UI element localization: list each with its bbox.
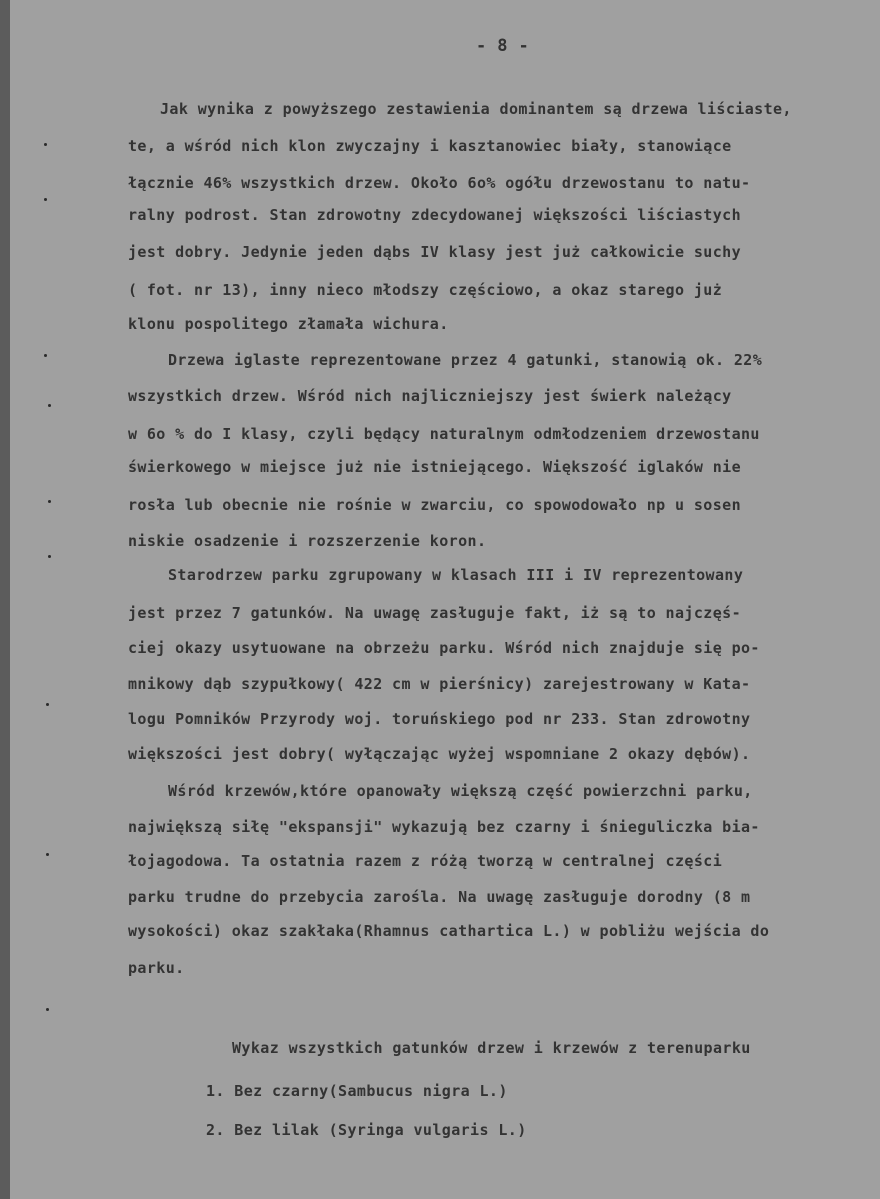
text-line: największą siłę "ekspansji" wykazują bez czarny i śnieguliczka bia- <box>128 818 760 836</box>
text-line: ralny podrost. Stan zdrowotny zdecydowanej większości liściastych <box>128 206 741 224</box>
scan-speck <box>46 853 49 856</box>
list-heading: Wykaz wszystkich gatunków drzew i krzewów z terenuparku <box>232 1039 751 1057</box>
text-line: mnikowy dąb szypułkowy( 422 cm w pierśnicy) zarejestrowany w Kata- <box>128 675 751 693</box>
text-line: parku trudne do przebycia zarośla. Na uwagę zasługuje dorodny (8 m <box>128 888 751 906</box>
text-line: świerkowego w miejsce już nie istniejącego. Większość iglaków nie <box>128 458 741 476</box>
scan-speck <box>44 198 47 201</box>
list-item: 2. Bez lilak (Syringa vulgaris L.) <box>206 1121 527 1139</box>
text-line: łojagodowa. Ta ostatnia razem z różą tworzą w centralnej części <box>128 852 723 870</box>
text-line: wysokości) okaz szakłaka(Rhamnus cathartica L.) w pobliżu wejścia do <box>128 922 770 940</box>
text-line: Jak wynika z powyższego zestawienia dominantem są drzewa liściaste, <box>160 100 792 118</box>
scan-speck <box>48 555 51 558</box>
scan-speck <box>48 500 51 503</box>
page-number: - 8 - <box>476 36 530 56</box>
text-line: klonu pospolitego złamała wichura. <box>128 315 449 333</box>
text-line: Wśród krzewów,które opanowały większą część powierzchni parku, <box>168 782 753 800</box>
text-line: parku. <box>128 959 185 977</box>
text-line: ( fot. nr 13), inny nieco młodszy częściowo, a okaz starego już <box>128 281 723 299</box>
text-line: logu Pomników Przyrody woj. toruńskiego pod nr 233. Stan zdrowotny <box>128 710 751 728</box>
text-line: rosła lub obecnie nie rośnie w zwarciu, co spowodowało np u sosen <box>128 496 741 514</box>
text-line: większości jest dobry( wyłączając wyżej wspomniane 2 okazy dębów). <box>128 745 751 763</box>
scan-speck <box>48 404 51 407</box>
text-line: wszystkich drzew. Wśród nich najliczniejszy jest świerk należący <box>128 387 732 405</box>
text-line: jest przez 7 gatunków. Na uwagę zasługuje fakt, iż są to najczęś- <box>128 604 741 622</box>
list-item: 1. Bez czarny(Sambucus nigra L.) <box>206 1082 508 1100</box>
scan-speck <box>46 703 49 706</box>
text-line: Starodrzew parku zgrupowany w klasach III i IV reprezentowany <box>168 566 744 584</box>
scan-speck <box>46 1008 49 1011</box>
scan-speck <box>44 354 47 357</box>
text-line: w 6o % do I klasy, czyli będący naturalnym odmłodzeniem drzewostanu <box>128 425 760 443</box>
text-line: łącznie 46% wszystkich drzew. Około 6o% ogółu drzewostanu to natu- <box>128 174 751 192</box>
text-line: te, a wśród nich klon zwyczajny i kasztanowiec biały, stanowiące <box>128 137 732 155</box>
text-line: Drzewa iglaste reprezentowane przez 4 gatunki, stanowią ok. 22% <box>168 351 763 369</box>
text-line: niskie osadzenie i rozszerzenie koron. <box>128 532 487 550</box>
text-line: jest dobry. Jedynie jeden dąbs IV klasy jest już całkowicie suchy <box>128 243 741 261</box>
scan-speck <box>44 143 47 146</box>
text-line: ciej okazy usytuowane na obrzeżu parku. Wśród nich znajduje się po- <box>128 639 760 657</box>
